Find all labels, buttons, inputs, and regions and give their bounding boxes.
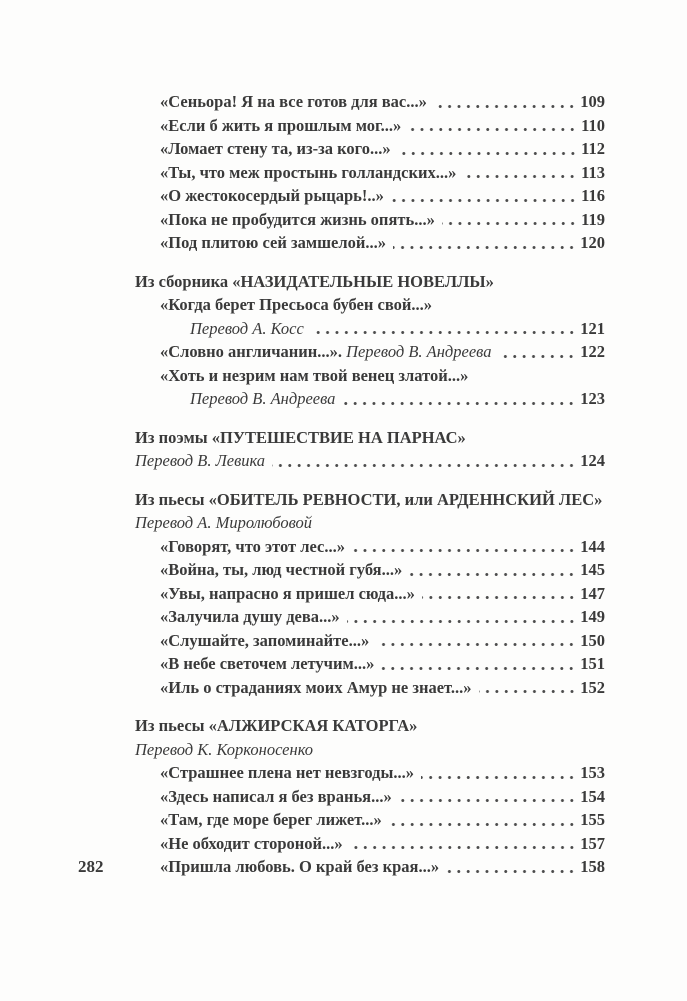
toc-translator-line (135, 511, 605, 535)
toc-entry (135, 317, 605, 341)
dot-leader (409, 573, 576, 576)
dot-leader (381, 667, 576, 670)
dot-leader (421, 776, 576, 779)
page-number: 157 (580, 833, 605, 853)
entry-title: «Сеньора! Я на все готов для вас...» (160, 92, 427, 111)
dot-leader (408, 128, 577, 131)
page-number: 152 (580, 677, 605, 697)
toc-entry (135, 293, 605, 317)
entry-title: «Когда берет Пресьоса бубен свой...» (160, 295, 433, 314)
toc-section-heading (135, 270, 605, 294)
entry-title: «Здесь написал я без вранья...» (160, 786, 392, 806)
entry-title: «О жестокосердый рыцарь!..» (160, 186, 384, 205)
entry-title: «Не обходит стороной...» (160, 833, 343, 853)
page-number: 121 (580, 318, 605, 338)
toc-entry (135, 340, 605, 364)
entry-title: «Там, где море берег лижет...» (160, 810, 382, 829)
dot-leader (399, 799, 577, 802)
dot-leader (376, 643, 576, 646)
dot-leader (446, 870, 576, 873)
toc-translator-line (135, 738, 605, 762)
toc-entry (135, 364, 605, 388)
toc-entry (135, 629, 605, 653)
dot-leader (347, 620, 577, 623)
dot-leader (422, 596, 576, 599)
entry-title: «Страшнее плена нет невзгоды...» (160, 763, 415, 782)
dot-leader (352, 549, 576, 552)
toc-entry (135, 652, 605, 676)
toc-entry (135, 605, 605, 629)
toc-section-heading (135, 488, 605, 512)
toc-translator-line (135, 449, 605, 473)
entry-title: «Ломает стену та, из-за кого...» (160, 139, 391, 158)
translator-credit: Перевод В. Левика (135, 451, 266, 470)
toc-entry (135, 808, 605, 832)
toc-list (135, 90, 605, 879)
folio-page-number: 282 (78, 857, 104, 876)
entry-title: «Словно англичанин...». (160, 342, 343, 361)
page-number: 116 (581, 186, 605, 205)
page-number: 109 (580, 92, 605, 111)
page-number: 119 (581, 209, 605, 229)
toc-entry (135, 137, 605, 161)
toc-entry (135, 114, 605, 138)
dot-leader (350, 846, 577, 849)
entry-title: «Под плитою сей замшелой...» (160, 233, 386, 252)
toc-entry (135, 558, 605, 582)
entry-title: «Хоть и незрим нам твой венец златой...» (160, 365, 469, 385)
toc-entry (135, 387, 605, 411)
toc-entry (135, 761, 605, 785)
toc-entry (135, 90, 605, 114)
toc-entry (135, 785, 605, 809)
entry-title: «Пришла любовь. О край без края...» (160, 857, 440, 876)
section-heading-text: Из пьесы «АЛЖИРСКАЯ КАТОРГА» (135, 716, 418, 735)
dot-leader (434, 105, 576, 108)
page-number: 123 (580, 389, 605, 408)
dot-leader (498, 355, 576, 358)
translator-credit: Перевод А. Косс (190, 318, 304, 338)
toc-entry (135, 582, 605, 606)
toc-entry (135, 832, 605, 856)
dot-leader (479, 690, 577, 693)
section-gap (135, 473, 605, 488)
page-number: 122 (580, 342, 605, 361)
entry-title: «Война, ты, люд честной губя...» (160, 560, 403, 579)
dot-leader (391, 199, 577, 202)
entry-title: «Ты, что меж простынь голландских...» (160, 162, 457, 182)
page-number: 112 (581, 139, 605, 158)
toc-entry (135, 161, 605, 185)
entry-title: «Говорят, что этот лес...» (160, 536, 345, 556)
entry-title: «Слушайте, запоминайте...» (160, 630, 370, 650)
section-heading-text: Из поэмы «ПУТЕШЕСТВИЕ НА ПАРНАС» (135, 427, 466, 447)
page-number: 151 (580, 654, 605, 673)
toc-entry (135, 184, 605, 208)
section-heading-text: Из сборника «НАЗИДАТЕЛЬНЫЕ НОВЕЛЛЫ» (135, 271, 494, 291)
translator-credit: Перевод В. Андреева (346, 342, 492, 361)
dot-leader (442, 222, 577, 225)
toc-entry (135, 676, 605, 700)
toc-entry (135, 231, 605, 255)
toc-entry (135, 855, 605, 879)
toc-section-heading (135, 426, 605, 450)
section-gap (135, 411, 605, 426)
page-number: 155 (580, 810, 605, 829)
toc-section-heading (135, 714, 605, 738)
page-number: 153 (580, 763, 605, 782)
section-gap (135, 255, 605, 270)
entry-title: «Увы, напрасно я пришел сюда...» (160, 583, 415, 603)
section-gap (135, 699, 605, 714)
page-number: 145 (580, 560, 605, 579)
section-heading-text: Из пьесы «ОБИТЕЛЬ РЕВНОСТИ, или АРДЕННСКИЙ ЛЕС» (135, 489, 603, 509)
dot-leader (393, 246, 576, 249)
dot-leader (272, 464, 576, 467)
dot-leader (342, 402, 576, 405)
entry-title: «Иль о страданиях моих Амур не знает...» (160, 677, 472, 697)
dot-leader (389, 823, 577, 826)
page-number: 149 (580, 607, 605, 626)
toc-entry (135, 208, 605, 232)
dot-leader (398, 152, 578, 155)
page-number: 120 (580, 233, 605, 252)
dot-leader (311, 331, 576, 334)
entry-title: «Если б жить я прошлым мог...» (160, 115, 402, 135)
toc-entry (135, 535, 605, 559)
dot-leader (463, 175, 577, 178)
page-number: 147 (580, 583, 605, 603)
page-number: 113 (581, 162, 605, 182)
entry-title: «В небе светочем летучим...» (160, 654, 375, 673)
page-number: 158 (580, 857, 605, 876)
page-number: 110 (581, 115, 605, 135)
translator-credit: Перевод А. Миролюбовой (135, 513, 313, 532)
page-number: 154 (580, 786, 605, 806)
entry-title: «Пока не пробудится жизнь опять...» (160, 209, 435, 229)
page-number: 144 (580, 536, 605, 556)
page-number: 124 (580, 451, 605, 470)
page-number: 150 (580, 630, 605, 650)
entry-title: «Залучила душу дева...» (160, 607, 340, 626)
translator-credit: Перевод К. Корконосенко (135, 739, 314, 759)
translator-credit: Перевод В. Андреева (190, 389, 336, 408)
